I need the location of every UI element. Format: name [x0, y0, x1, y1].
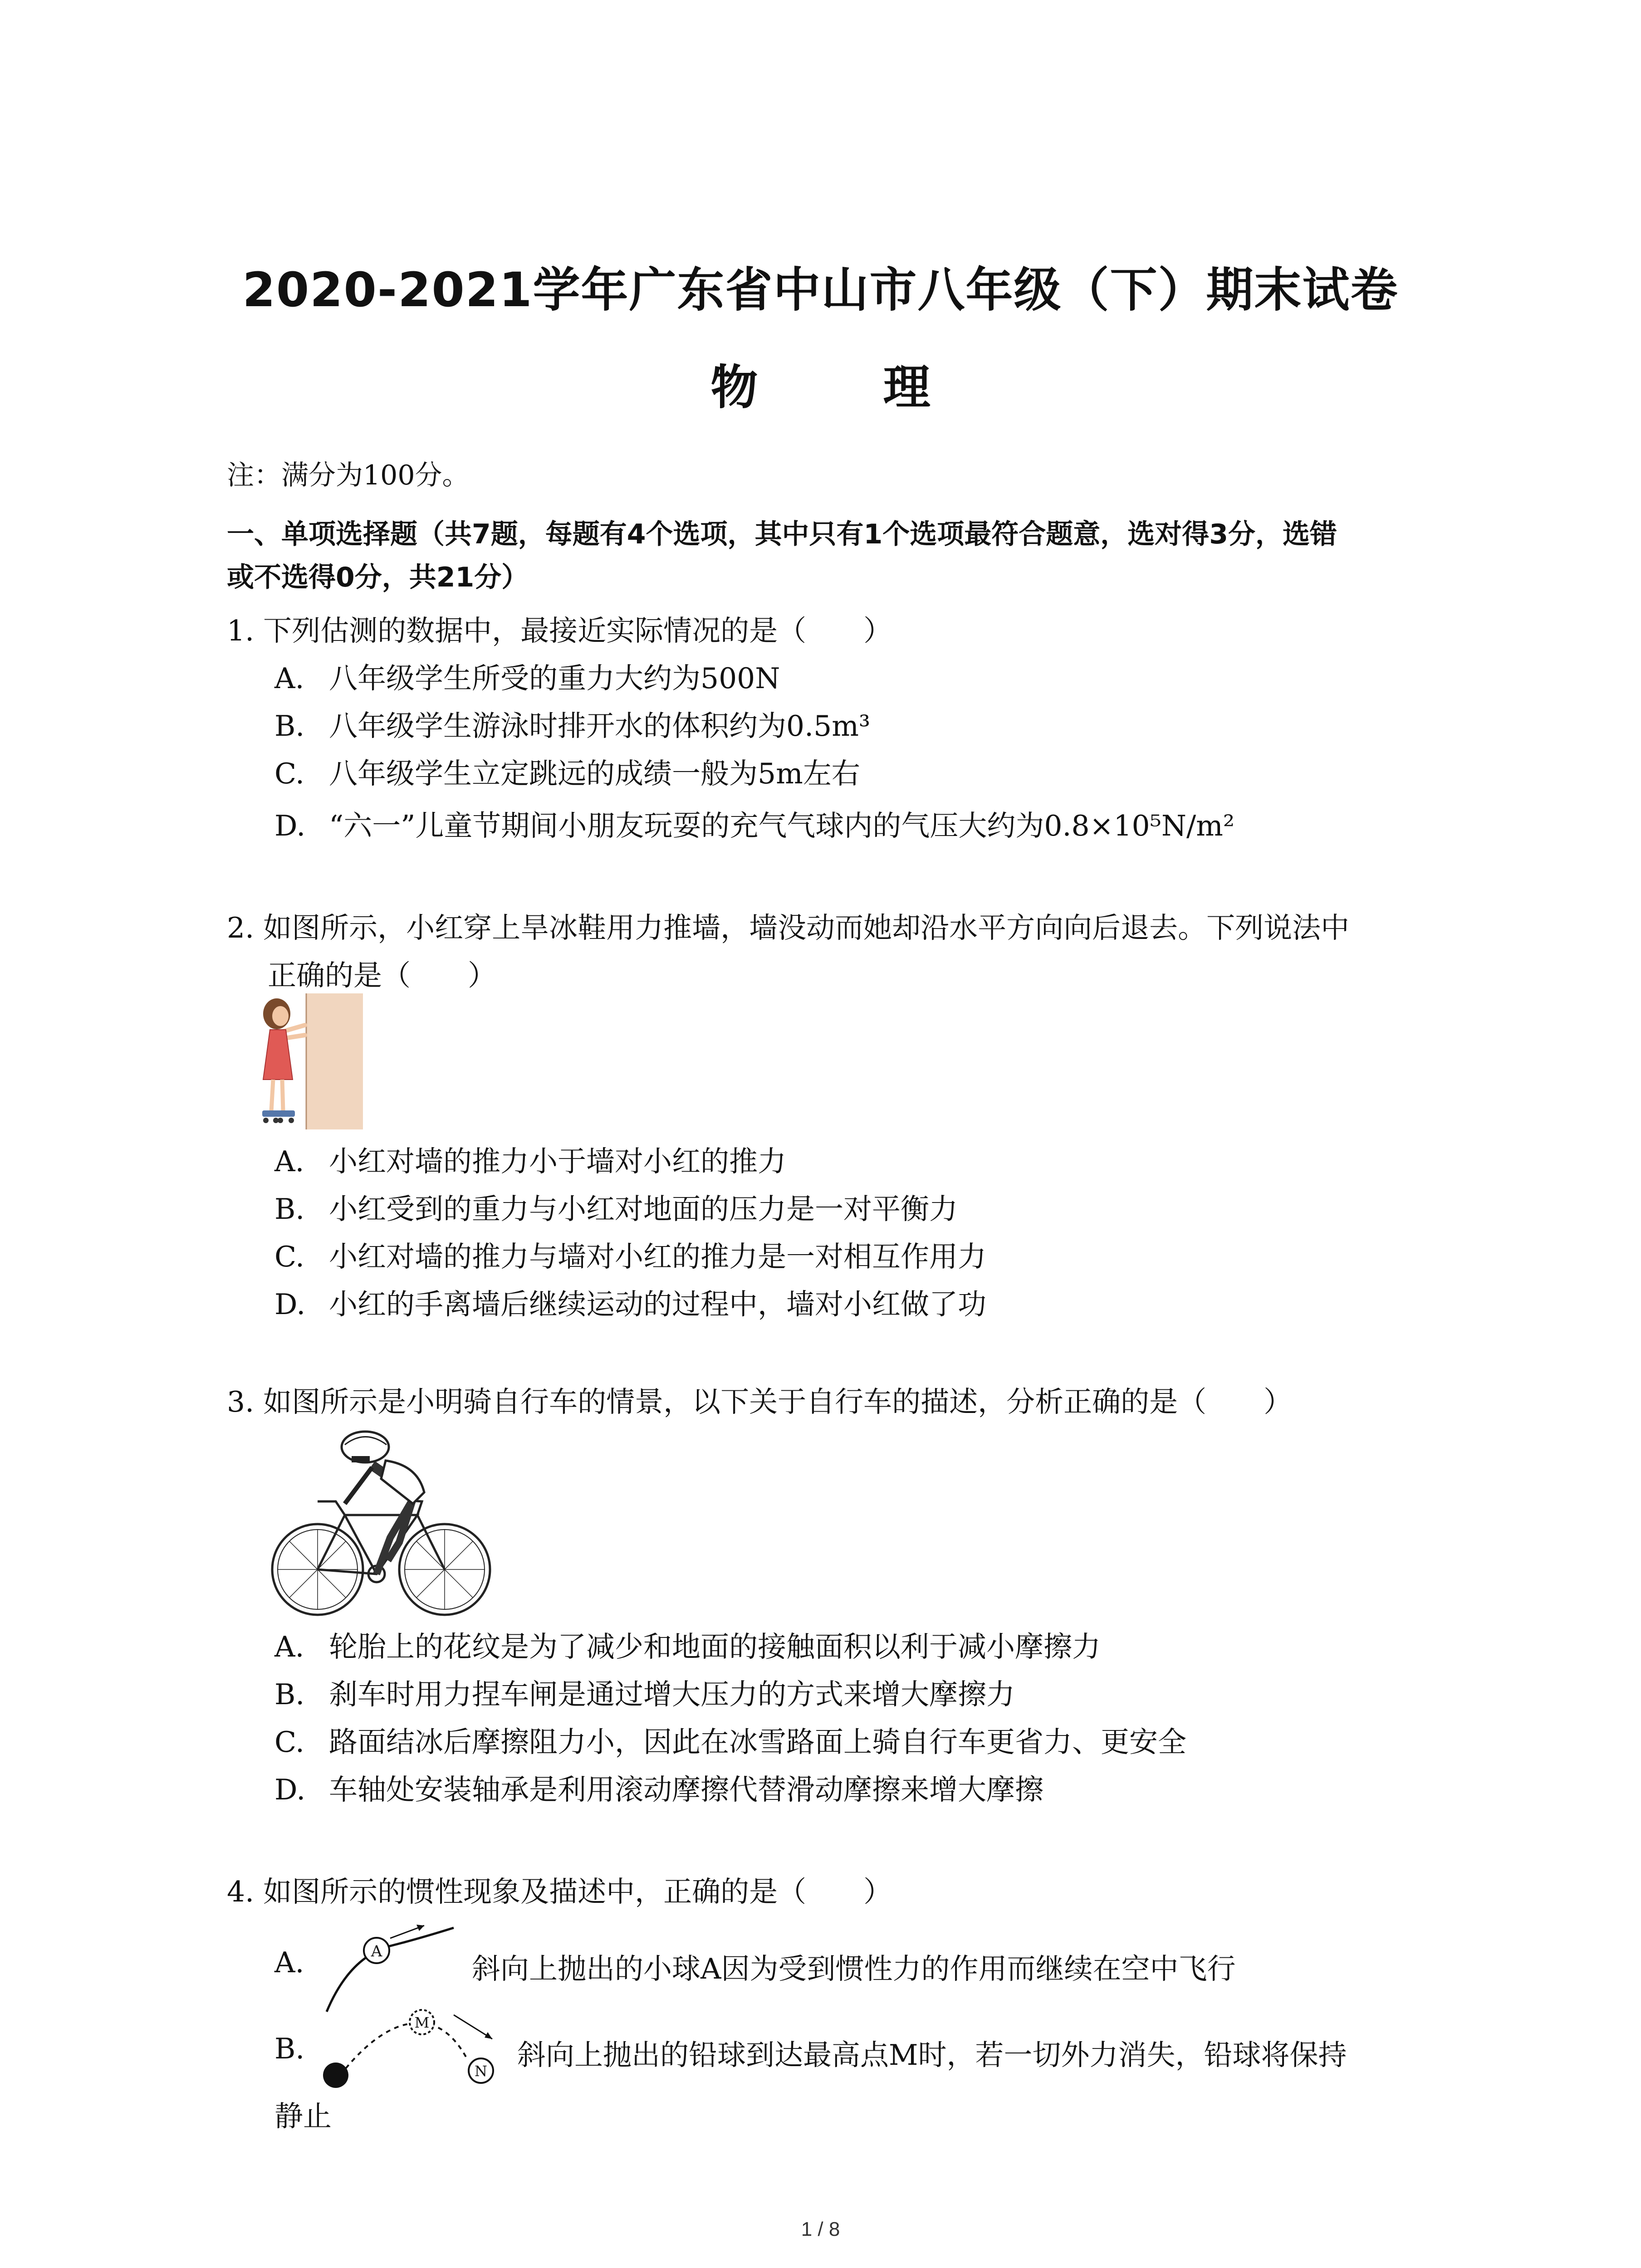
wall: [306, 993, 363, 1129]
question-3-option-c: C. 路面结冰后摩擦阻力小，因此在冰雪路面上骑自行车更省力、更安全: [274, 1725, 1186, 1759]
subject-title: 物 理: [710, 360, 985, 415]
question-3-option-d: D. 车轴处安装轴承是利用滚动摩擦代替滑动摩擦来增大摩擦: [274, 1773, 1043, 1806]
girl-pushing-wall-figure: [254, 993, 363, 1129]
question-3-option-a: A. 轮胎上的花纹是为了减少和地面的接触面积以利于减小摩擦力: [274, 1630, 1101, 1663]
question-1-option-b: B. 八年级学生游泳时排开水的体积约为0.5m³: [274, 709, 871, 743]
score-note: 注：满分为100分。: [227, 459, 470, 491]
shot-put-trajectory-figure: [318, 1996, 517, 2091]
question-4-option-b-continuation: 静止: [274, 2100, 332, 2133]
section-heading-line2: 或不选得0分，共21分）: [227, 562, 529, 593]
question-1-option-d: D. “六一”儿童节期间小朋友玩耍的充气气球内的气压大约为0.8×10⁵N/m²: [274, 809, 1235, 842]
question-4-option-b-label: B.: [274, 2032, 305, 2065]
question-2-option-a: A. 小红对墙的推力小于墙对小红的推力: [274, 1145, 786, 1178]
question-3-option-b: B. 刹车时用力捏车闸是通过增大压力的方式来增大摩擦力: [274, 1678, 1015, 1711]
question-4-stem: 4. 如图所示的惯性现象及描述中，正确的是（ ）: [227, 1875, 892, 1908]
page-number: 1 / 8: [801, 2218, 840, 2240]
cyclist-figure: [268, 1424, 495, 1624]
question-4-option-a-label: A.: [274, 1946, 304, 1979]
question-4-option-a-text: 斜向上抛出的小球A因为受到惯性力的作用而继续在空中飞行: [472, 1952, 1236, 1985]
question-1-option-c: C. 八年级学生立定跳远的成绩一般为5m左右: [274, 757, 860, 790]
question-2-stem-line1: 2. 如图所示，小红穿上旱冰鞋用力推墙，墙没动而她却沿水平方向向后退去。下列说法中: [227, 911, 1350, 944]
question-2-option-b: B. 小红受到的重力与小红对地面的压力是一对平衡力: [274, 1193, 958, 1226]
question-2-option-d: D. 小红的手离墙后继续运动的过程中，墙对小红做了功: [274, 1288, 986, 1321]
section-heading-line1: 一、单项选择题（共7题，每题有4个选项，其中只有1个选项最符合题意，选对得3分，选错: [227, 518, 1337, 550]
ball-a-label: A: [371, 1942, 382, 1960]
question-1-option-a: A. 八年级学生所受的重力大约为500N: [274, 662, 780, 695]
point-n-label: N: [475, 2063, 487, 2080]
question-2-stem-line2: 正确的是（ ）: [268, 959, 496, 992]
point-m-label: M: [414, 2014, 430, 2031]
question-1-stem: 1. 下列估测的数据中，最接近实际情况的是（ ）: [227, 614, 892, 647]
question-2-option-c: C. 小红对墙的推力与墙对小红的推力是一对相互作用力: [274, 1240, 986, 1273]
page-title: 2020-2021学年广东省中山市八年级（下）期末试卷: [242, 262, 1399, 318]
question-4-option-b-text: 斜向上抛出的铅球到达最高点M时，若一切外力消失，铅球将保持: [517, 2038, 1347, 2072]
question-3-stem: 3. 如图所示是小明骑自行车的情景，以下关于自行车的描述，分析正确的是（ ）: [227, 1385, 1293, 1418]
